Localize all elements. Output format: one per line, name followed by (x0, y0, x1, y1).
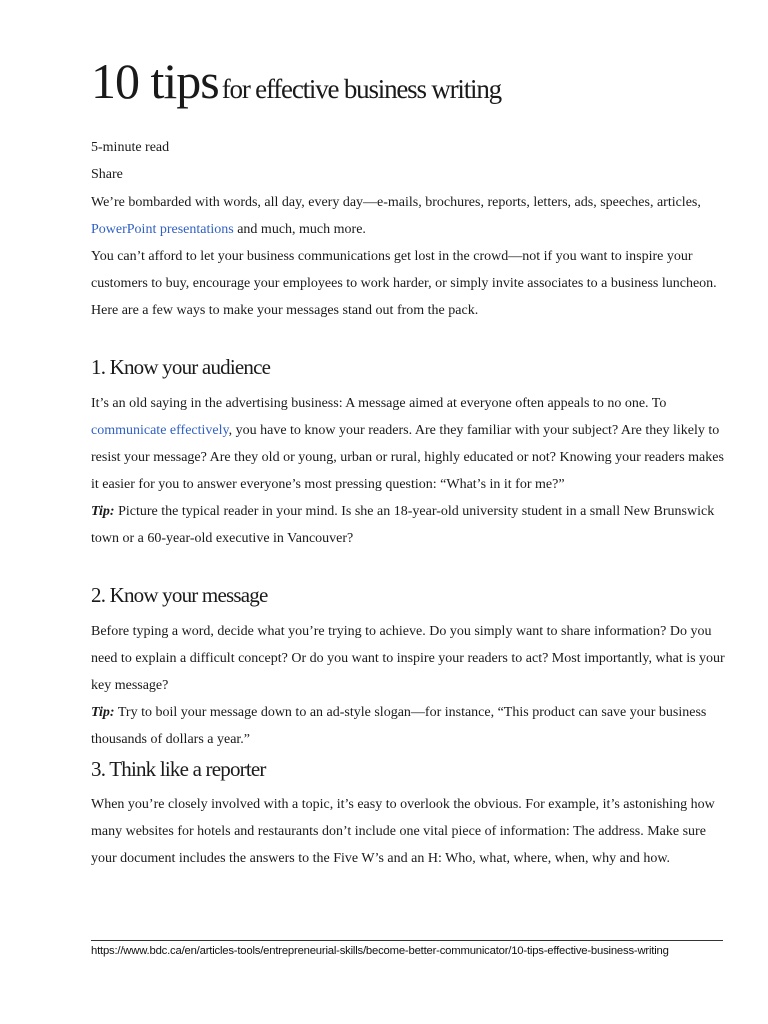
communicate-effectively-link[interactable]: communicate effectively (91, 423, 229, 438)
audience-text-b: , you have to know your readers. Are they familiar with your subject? Are they likely to resist your message? Are they old or young, urban or rural, highly educated or not? Knowing your readers makes it easier for you to answer everyone’s most pressing question: “What’s in it for me?” (91, 423, 724, 492)
message-tip (91, 699, 731, 753)
tip-label: Tip: (91, 705, 115, 720)
section-heading-know-audience: 1. Know your audience (91, 355, 271, 379)
intro-paragraph-3: Here are a few ways to make your messages stand out from the pack. (91, 303, 479, 318)
section-think-reporter (91, 791, 731, 872)
tip-label: Tip: (91, 504, 115, 519)
section-heading-know-message: 2. Know your message (91, 583, 268, 607)
share-link[interactable]: Share (91, 167, 123, 182)
intro-paragraph-1 (91, 189, 731, 243)
reporter-paragraph: When you’re closely involved with a topic, it’s easy to overlook the obvious. For example, it’s astonishing how many websites for hotels and restaurants don’t include one vital piece of information: The address. Make sure your document includes the answers to the Five W’s and an H: Who, what, where, when, why and how. (91, 797, 715, 866)
audience-tip-text: Picture the typical reader in your mind. Is she an 18-year-old university student in a small New Brunswick town or a 60-year-old executive in Vancouver? (91, 504, 715, 546)
page-title (91, 52, 731, 110)
message-paragraph: Before typing a word, decide what you’re trying to achieve. Do you simply want to share information? Do you need to explain a difficult concept? Or do you want to inspire your readers to act? Most importantly, what is your key message? (91, 624, 725, 693)
section-know-message (91, 618, 731, 753)
message-tip-text: Try to boil your message down to an ad-style slogan—for instance, “This product can save your business thousands of dollars a year.” (91, 705, 707, 747)
footer-divider (91, 940, 723, 941)
intro-text (91, 189, 731, 324)
page-title-main: 10 tips (91, 53, 219, 109)
audience-tip (91, 498, 731, 552)
audience-paragraph (91, 390, 731, 498)
read-time: 5-minute read (91, 140, 170, 155)
page-title-sub: for effective business writing (221, 74, 501, 104)
section-heading-think-reporter: 3. Think like a reporter (91, 757, 266, 781)
intro-p1-text-b: and much, much more. (233, 222, 366, 237)
intro-p1-text-a: We’re bombarded with words, all day, every day—e-mails, brochures, reports, letters, ads, speeches, articles, (91, 195, 701, 210)
powerpoint-presentations-link[interactable]: PowerPoint presentations (91, 222, 234, 237)
footer-url[interactable]: https://www.bdc.ca/en/articles-tools/entrepreneurial-skills/become-better-communicator/10-tips-effective-business-writing (91, 945, 669, 957)
section-know-audience (91, 390, 731, 552)
intro-paragraph-2: You can’t afford to let your business communications get lost in the crowd—not if you want to inspire your customers to buy, encourage your employees to work harder, or simply invite associates to a business luncheon. (91, 249, 717, 291)
audience-text-a: It’s an old saying in the advertising business: A message aimed at everyone often appeals to no one. To (91, 396, 667, 411)
